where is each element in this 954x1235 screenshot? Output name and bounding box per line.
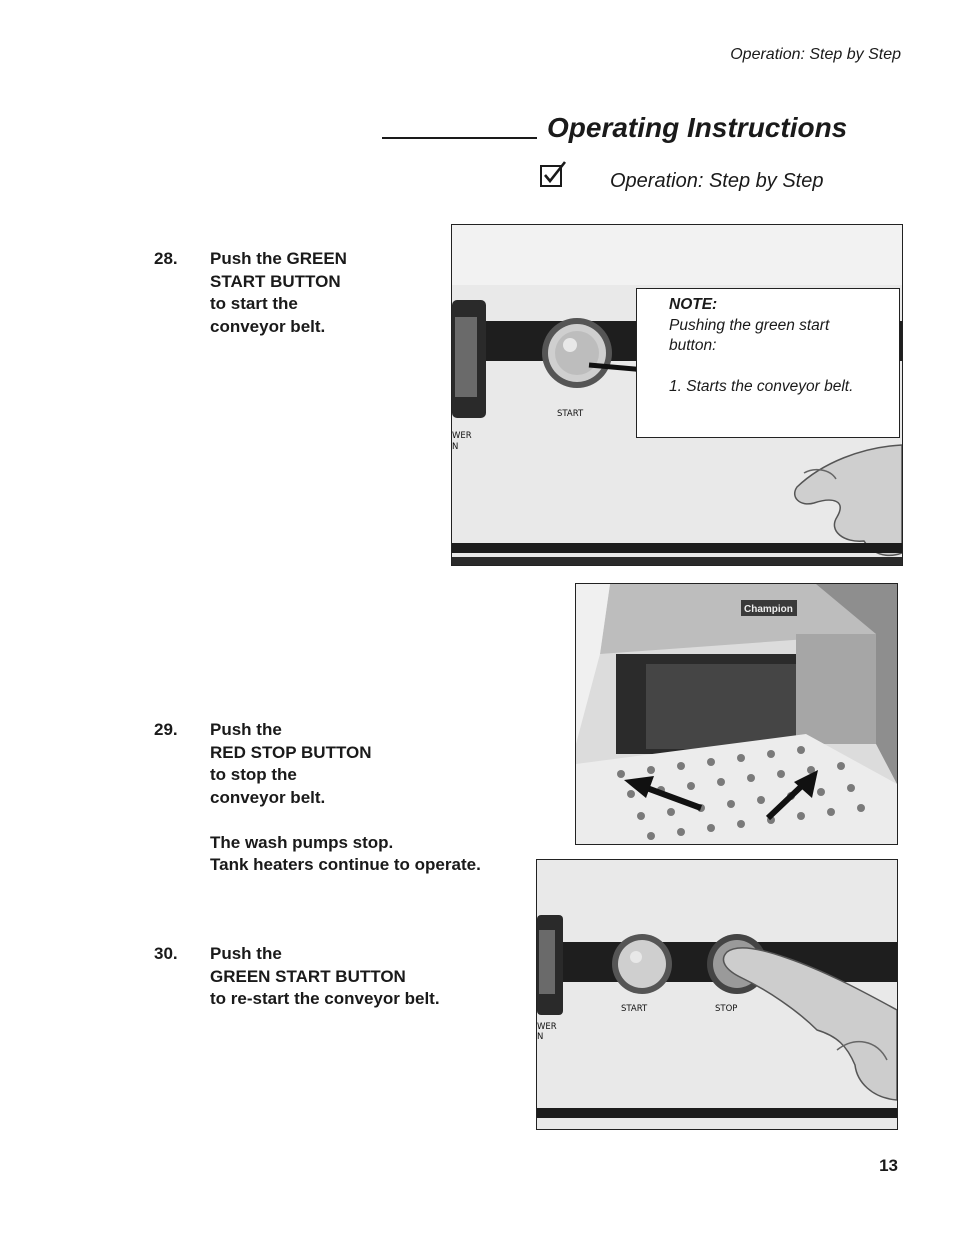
note-list-item: 1. Starts the conveyor belt. bbox=[669, 378, 854, 395]
step-line: Push the GREEN bbox=[210, 249, 347, 268]
step-line: Tank heaters continue to operate. bbox=[210, 855, 481, 874]
step-line: RED STOP BUTTON bbox=[210, 742, 372, 762]
page-title-text: Operating Instructions bbox=[547, 112, 848, 143]
step-line: Push the bbox=[210, 720, 282, 739]
page-number: 13 bbox=[879, 1156, 898, 1175]
step-line: conveyor belt. bbox=[210, 316, 326, 336]
power-label-fragment: N bbox=[452, 442, 459, 452]
note-label: NOTE: bbox=[669, 296, 718, 313]
page-title bbox=[382, 112, 847, 144]
brand-plate: Champion bbox=[744, 604, 793, 615]
step-line: GREEN START BUTTON bbox=[210, 966, 406, 986]
step-text bbox=[210, 248, 347, 338]
power-label-fragment: N bbox=[537, 1032, 544, 1042]
step-number: 29. bbox=[154, 720, 178, 739]
step-number: 30. bbox=[154, 944, 178, 963]
step-line bbox=[210, 809, 481, 832]
step-line: The wash pumps stop. bbox=[210, 832, 394, 852]
note-text: button: bbox=[669, 337, 717, 354]
step-line: Push the bbox=[210, 944, 282, 963]
step-text bbox=[210, 719, 481, 877]
start-label: START bbox=[557, 409, 584, 419]
start-label: START bbox=[621, 1004, 648, 1014]
stop-label: STOP bbox=[715, 1004, 738, 1014]
power-label-fragment: WER bbox=[452, 431, 472, 441]
step-text bbox=[210, 943, 440, 1011]
step-line: to start the bbox=[210, 294, 298, 313]
step-line: START BUTTON bbox=[210, 271, 341, 291]
conveyor-photo bbox=[575, 583, 898, 845]
checked-box-icon bbox=[539, 160, 567, 188]
note-callout bbox=[636, 288, 900, 438]
step-number: 28. bbox=[154, 249, 178, 268]
note-text: Pushing the green start bbox=[669, 316, 830, 334]
running-header: Operation: Step by Step bbox=[730, 46, 901, 63]
step-line: to stop the bbox=[210, 765, 297, 784]
power-label-fragment: WER bbox=[537, 1022, 557, 1032]
step-line: to re-start the conveyor belt. bbox=[210, 989, 440, 1008]
stop-button-photo bbox=[536, 859, 898, 1130]
title-rule bbox=[382, 137, 537, 139]
step-line: conveyor belt. bbox=[210, 787, 326, 807]
page-subtitle: Operation: Step by Step bbox=[610, 170, 824, 192]
